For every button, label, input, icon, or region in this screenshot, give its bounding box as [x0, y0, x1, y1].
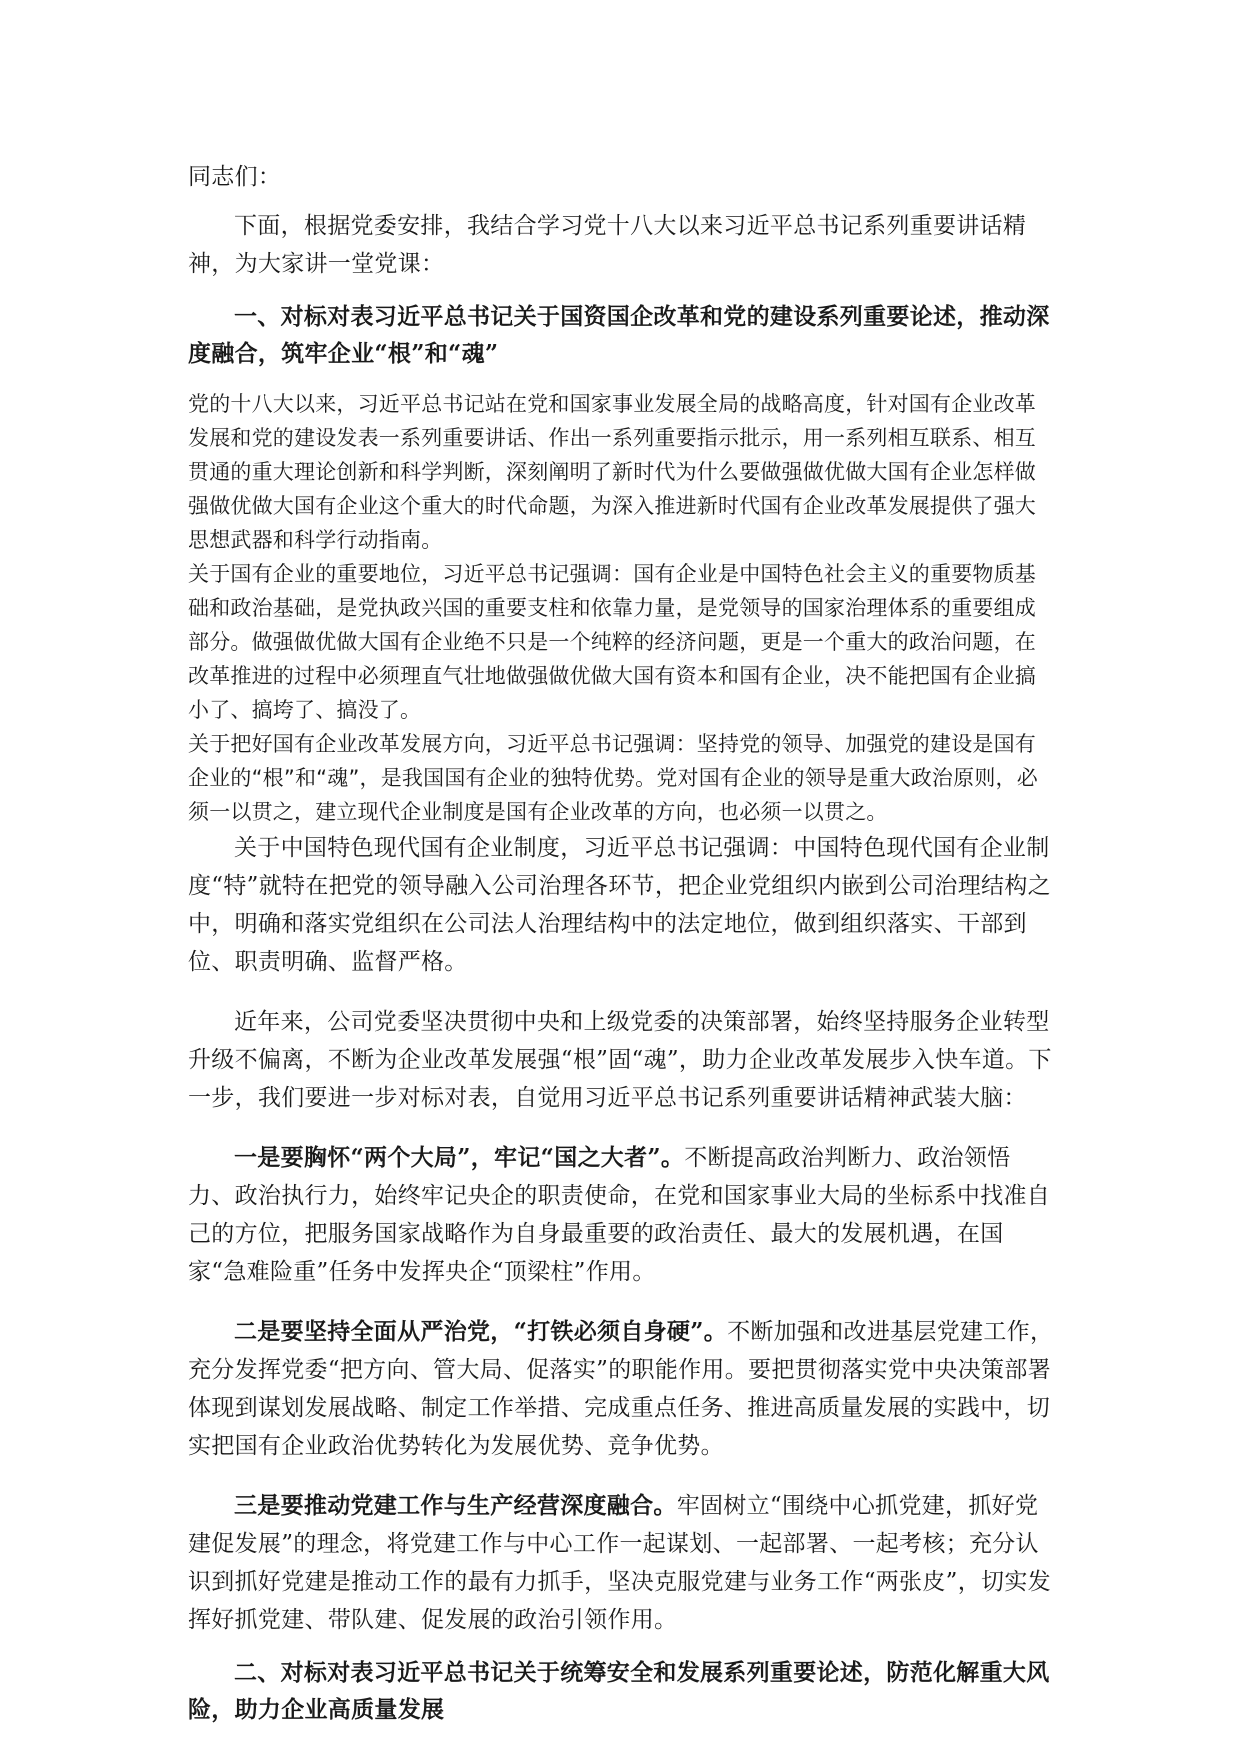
salutation: 同志们： — [188, 164, 282, 190]
point-two-body: 不断加强和改进基层党建工作，充分发挥党委“把方向、管大局、促落实”的职能作用。要把贯彻落实党中央决策部署体现到谋划发展战略、制定工作举措、完成重点任务、推进高质量发展的实践中，切实把国有企业政治优势转化为发展优势、竞争优势。 — [188, 1319, 1054, 1459]
paragraph-recent-years: 近年来，公司党委坚决贯彻中央和上级党委的决策部署，始终坚持服务企业转型升级不偏离，不断为企业改革发展强“根”固“魂”，助力企业改革发展步入快车道。下一步，我们要进一步对标对表，自觉用习近平总书记系列重要讲话精神武装大脑： — [188, 1009, 1052, 1111]
point-two-lead: 二是要坚持全面从严治党，“打铁必须自身硬”。 — [234, 1318, 728, 1345]
point-three — [188, 1487, 1054, 1639]
point-one-body: 不断提高政治判断力、政治领悟力、政治执行力，始终牢记央企的职责使命，在党和国家事业大局的坐标系中找准自己的方位，把服务国家战略作为自身最重要的政治责任、最大的发展机遇，在国家“急难险重”任务中发挥央企“顶梁柱”作用。 — [188, 1145, 1051, 1285]
paragraph-status-of-soes: 关于国有企业的重要地位，习近平总书记强调：国有企业是中国特色社会主义的重要物质基础和政治基础，是党执政兴国的重要支柱和依靠力量，是党领导的国家治理体系的重要组成部分。做强做优做大国有企业绝不只是一个纯粹的经济问题，更是一个重大的政治问题，在改革推进的过程中必须理直气壮地做强做优做大国有资本和国有企业，决不能把国有企业搞小了、搞垮了、搞没了。 — [188, 562, 1036, 722]
point-one — [188, 1139, 1054, 1291]
point-two — [188, 1313, 1054, 1465]
section-heading-2: 二、对标对表习近平总书记关于统筹安全和发展系列重要论述，防范化解重大风险，助力企业高质量发展 — [188, 1659, 1050, 1723]
paragraph-importance-overview: 党的十八大以来，习近平总书记站在党和国家事业发展全局的战略高度，针对国有企业改革发展和党的建设发表一系列重要讲话、作出一系列重要指示批示，用一系列相互联系、相互贯通的重大理论创新和科学判断，深刻阐明了新时代为什么要做强做优做大国有企业怎样做强做优做大国有企业这个重大的时代命题，为深入推进新时代国有企业改革发展提供了强大思想武器和科学行动指南。 — [188, 392, 1036, 552]
point-three-body: 牢固树立“围绕中心抓党建，抓好党建促发展”的理念，将党建工作与中心工作一起谋划、一起部署、一起考核；充分认识到抓好党建是推动工作的最有力抓手，坚决克服党建与业务工作“两张皮”，切实发挥好抓党建、带队建、促发展的政治引领作用。 — [188, 1493, 1051, 1633]
paragraph-reform-direction: 关于把好国有企业改革发展方向，习近平总书记强调：坚持党的领导、加强党的建设是国有企业的“根”和“魂”，是我国国有企业的独特优势。党对国有企业的领导是重大政治原则，必须一以贯之，建立现代企业制度是国有企业改革的方向，也必须一以贯之。 — [188, 732, 1038, 824]
paragraph-modern-enterprise-system: 关于中国特色现代国有企业制度，习近平总书记强调：中国特色现代国有企业制度“特”就特在把党的领导融入公司治理各环节，把企业党组织内嵌到公司治理结构之中，明确和落实党组织在公司法人治理结构中的法定地位，做到组织落实、干部到位、职责明确、监督严格。 — [188, 835, 1051, 975]
point-one-lead: 一是要胸怀“两个大局”，牢记“国之大者”。 — [234, 1144, 685, 1171]
intro-paragraph: 下面，根据党委安排，我结合学习党十八大以来习近平总书记系列重要讲话精神，为大家讲一堂党课： — [188, 213, 1027, 277]
document-page — [188, 158, 1054, 1728]
point-three-lead: 三是要推动党建工作与生产经营深度融合。 — [234, 1492, 677, 1519]
section-heading-1: 一、对标对表习近平总书记关于国资国企改革和党的建设系列重要论述，推动深度融合，筑牢企业“根”和“魂” — [188, 303, 1050, 367]
